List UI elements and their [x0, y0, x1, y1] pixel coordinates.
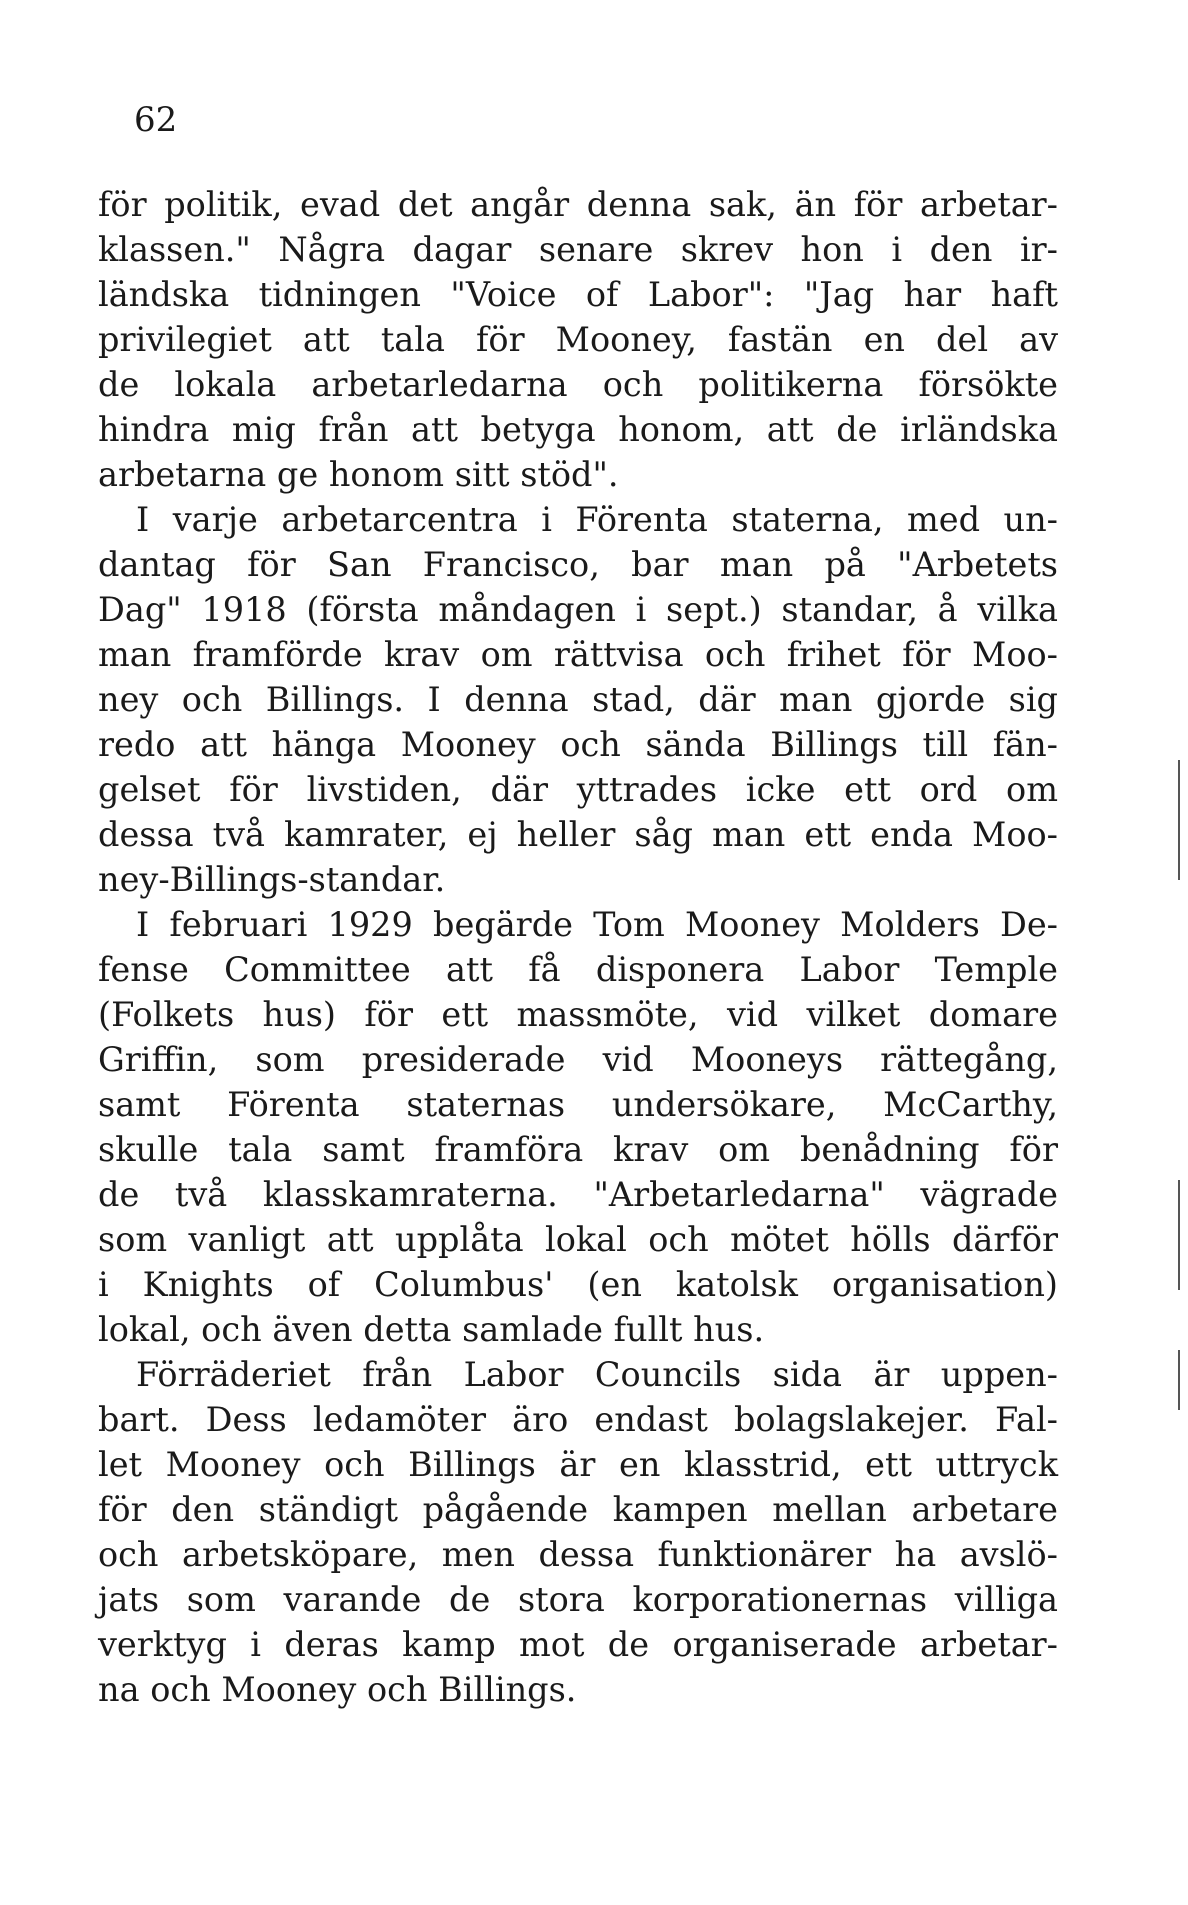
text-line: Dag" 1918 (första måndagen i sept.) standar, å vilka: [98, 590, 1058, 629]
paragraph-2: [98, 497, 1058, 902]
text-line: (Folkets hus) för ett massmöte, vid vilket domare: [98, 995, 1058, 1034]
text-line: som vanligt att upplåta lokal och mötet hölls därför: [98, 1220, 1058, 1259]
paragraph-3: [98, 902, 1058, 1352]
text-line: na och Mooney och Billings.: [98, 1670, 577, 1709]
text-line: samt Förenta staternas undersökare, McCarthy,: [98, 1085, 1058, 1124]
text-line: I februari 1929 begärde Tom Mooney Molders De-: [136, 905, 1058, 944]
text-line: för politik, evad det angår denna sak, än för arbetar-: [98, 185, 1058, 224]
scan-edge-mark: [1178, 1350, 1180, 1410]
text-line: hindra mig från att betyga honom, att de irländska: [98, 410, 1058, 449]
text-line: de lokala arbetarledarna och politikerna försökte: [98, 365, 1058, 404]
text-line: fense Committee att få disponera Labor Temple: [98, 950, 1058, 989]
scan-edge-mark: [1178, 760, 1180, 880]
text-line: de två klasskamraterna. "Arbetarledarna" vägrade: [98, 1175, 1058, 1214]
text-line: bart. Dess ledamöter äro endast bolagslakejer. Fal-: [98, 1400, 1058, 1439]
text-line: I varje arbetarcentra i Förenta staterna, med un-: [136, 500, 1058, 539]
text-line: Griffin, som presiderade vid Mooneys rättegång,: [98, 1040, 1058, 1079]
body-text: [98, 182, 1058, 1712]
text-line: verktyg i deras kamp mot de organiserade arbetar-: [98, 1625, 1058, 1664]
text-line: privilegiet att tala för Mooney, fastän en del av: [98, 320, 1058, 359]
text-line: gelset för livstiden, där yttrades icke ett ord om: [98, 770, 1058, 809]
text-line: skulle tala samt framföra krav om benådning för: [98, 1130, 1058, 1169]
text-line: dessa två kamrater, ej heller såg man ett enda Moo-: [98, 815, 1058, 854]
scan-edge-mark: [1178, 1180, 1180, 1290]
text-line: jats som varande de stora korporationernas villiga: [98, 1580, 1058, 1619]
text-line: ney-Billings-standar.: [98, 860, 446, 899]
text-line: ländska tidningen "Voice of Labor": "Jag har haft: [98, 275, 1058, 314]
text-line: ney och Billings. I denna stad, där man gjorde sig: [98, 680, 1058, 719]
text-line: för den ständigt pågående kampen mellan arbetare: [98, 1490, 1058, 1529]
text-line: lokal, och även detta samlade fullt hus.: [98, 1310, 765, 1349]
text-line: klassen." Några dagar senare skrev hon i den ir-: [98, 230, 1058, 269]
text-line: man framförde krav om rättvisa och frihet för Moo-: [98, 635, 1058, 674]
text-line: och arbetsköpare, men dessa funktionärer ha avslö-: [98, 1535, 1058, 1574]
paragraph-4: [98, 1352, 1058, 1712]
text-line: redo att hänga Mooney och sända Billings till fän-: [98, 725, 1058, 764]
text-line: let Mooney och Billings är en klasstrid, ett uttryck: [98, 1445, 1058, 1484]
text-line: arbetarna ge honom sitt stöd".: [98, 455, 619, 494]
text-line: i Knights of Columbus' (en katolsk organisation): [98, 1265, 1058, 1304]
text-line: dantag för San Francisco, bar man på "Arbetets: [98, 545, 1058, 584]
text-line: Förräderiet från Labor Councils sida är uppen-: [136, 1355, 1058, 1394]
page-number: 62: [134, 100, 178, 140]
paragraph-1: [98, 182, 1058, 497]
